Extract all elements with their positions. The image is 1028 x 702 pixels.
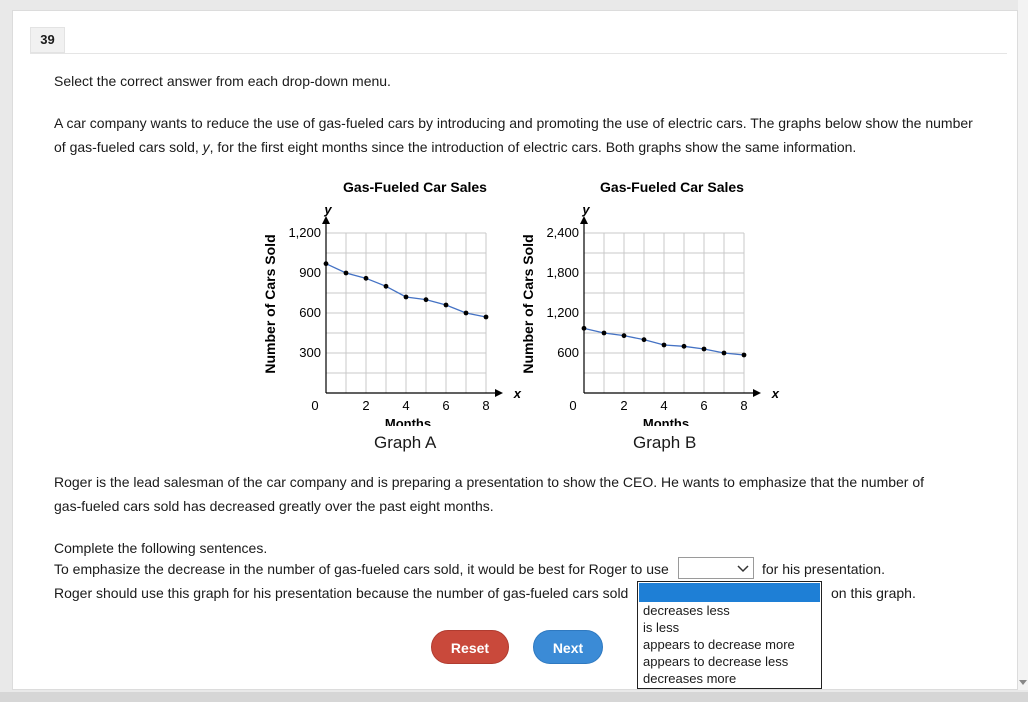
sentence-1-end: for his presentation. (762, 561, 885, 577)
graph-a-data-point (484, 315, 489, 320)
sentence-1-start: To emphasize the decrease in the number of gas-fueled cars sold, it would be best for Roger to use (54, 561, 669, 577)
intro-line-2-b: , for the first eight months since the introduction of electric cars. Both graphs show the same information. (209, 139, 857, 155)
graph-a-svg (253, 176, 523, 426)
graph-a-data-point (324, 261, 329, 266)
graph-b-data-point (622, 333, 627, 338)
graph-b-xtick-8: 8 (740, 398, 748, 413)
graph-b-data-point (742, 353, 747, 358)
header-divider (30, 53, 1007, 54)
graph-a-y-var: y (324, 202, 332, 217)
graph-a (253, 176, 523, 431)
graph-b-ytick-2: 1,800 (546, 265, 579, 280)
graph-a-xtick-8: 8 (482, 398, 490, 413)
graph-a-data-point (464, 311, 469, 316)
intro-line-1: A car company wants to reduce the use of gas-fueled cars by introducing and promoting the use of electric cars. The graphs below show the number (54, 115, 973, 131)
graph-b-ytick-3: 1,200 (546, 305, 579, 320)
sentence-2-start: Roger should use this graph for his presentation because the number of gas-fueled cars sold (54, 585, 629, 601)
graph-b-data-point (702, 347, 707, 352)
sentence-2-end: on this graph. (831, 585, 916, 601)
graph-b (511, 176, 781, 431)
graph-a-ytick-3: 600 (299, 305, 321, 320)
reason-option-blank[interactable] (639, 583, 820, 602)
graph-a-y-arrow (322, 216, 330, 224)
graph-a-ytick-1: 1,200 (288, 225, 321, 240)
reason-option[interactable]: decreases more (643, 671, 737, 686)
graph-a-xtick-0: 0 (311, 398, 319, 413)
question-page (12, 10, 1018, 690)
graph-b-xtick-2: 2 (620, 398, 628, 413)
reason-option[interactable]: appears to decrease less (643, 654, 789, 669)
graph-a-data-point (344, 271, 349, 276)
graph-b-xtick-4: 4 (660, 398, 668, 413)
next-button[interactable]: Next (533, 630, 603, 664)
scroll-down-arrow-icon[interactable] (1019, 678, 1027, 686)
graph-b-data-point (582, 326, 587, 331)
graph-choice-dropdown[interactable] (678, 557, 754, 579)
roger-line-1: Roger is the lead salesman of the car company and is preparing a presentation to show the CEO. He wants to emphasize that the number of (54, 474, 925, 490)
graph-b-x-var: x (771, 386, 779, 401)
graph-b-ytick-1: 2,400 (546, 225, 579, 240)
complete-sentences-text: Complete the following sentences. (54, 540, 268, 556)
graph-b-data-point (722, 351, 727, 356)
graph-a-xlabel: Months (384, 416, 432, 426)
graph-a-xtick-4: 4 (402, 398, 410, 413)
graph-a-ytick-4: 300 (299, 345, 321, 360)
reason-option[interactable]: decreases less (643, 603, 730, 618)
vertical-scrollbar[interactable] (1018, 0, 1028, 690)
graph-a-data-point (444, 303, 449, 308)
graph-a-grid (326, 233, 486, 393)
question-number: 39 (30, 27, 65, 53)
intro-line-2-a: of gas-fueled cars sold, (54, 139, 203, 155)
graph-b-xlabel: Months (642, 416, 690, 426)
graph-b-ytick-4: 600 (557, 345, 579, 360)
graph-a-data-point (384, 284, 389, 289)
intro-line-2 (54, 135, 856, 159)
graph-b-data-point (642, 337, 647, 342)
graph-b-svg (511, 176, 781, 426)
graph-a-x-arrow (495, 389, 503, 397)
reset-button[interactable]: Reset (431, 630, 509, 664)
graph-b-caption: Graph B (633, 433, 697, 452)
graph-a-xtick-2: 2 (362, 398, 370, 413)
graph-a-data-point (364, 276, 369, 281)
graph-a-xtick-6: 6 (442, 398, 450, 413)
graph-a-ytick-2: 900 (299, 265, 321, 280)
graph-b-xtick-0: 0 (569, 398, 577, 413)
graph-b-ylabel: Number of Cars Sold (520, 234, 536, 374)
graph-a-title: Gas-Fueled Car Sales (343, 179, 487, 195)
reason-option[interactable]: is less (643, 620, 680, 635)
reason-option[interactable]: appears to decrease more (643, 637, 795, 652)
graph-b-title: Gas-Fueled Car Sales (600, 179, 744, 195)
reason-dropdown-list[interactable] (637, 581, 822, 689)
graph-b-data-point (662, 343, 667, 348)
graph-b-data-point (682, 344, 687, 349)
graph-b-grid (584, 233, 744, 393)
instruction-text: Select the correct answer from each drop-down menu. (54, 73, 391, 89)
graph-b-y-var: y (582, 202, 590, 217)
graph-a-caption: Graph A (374, 433, 437, 452)
chevron-down-icon (736, 559, 750, 577)
intro-variable-y: y (202, 139, 210, 155)
horizontal-scrollbar[interactable] (0, 692, 1028, 702)
graph-b-xtick-6: 6 (700, 398, 708, 413)
graph-b-data-point (602, 331, 607, 336)
graph-a-data-point (404, 295, 409, 300)
roger-line-2: gas-fueled cars sold has decreased greatly over the past eight months. (54, 498, 494, 514)
graph-a-data-point (424, 297, 429, 302)
graph-a-ylabel: Number of Cars Sold (262, 234, 278, 374)
graph-b-x-arrow (753, 389, 761, 397)
graph-a-x-var: x (513, 386, 521, 401)
graph-b-y-arrow (580, 216, 588, 224)
